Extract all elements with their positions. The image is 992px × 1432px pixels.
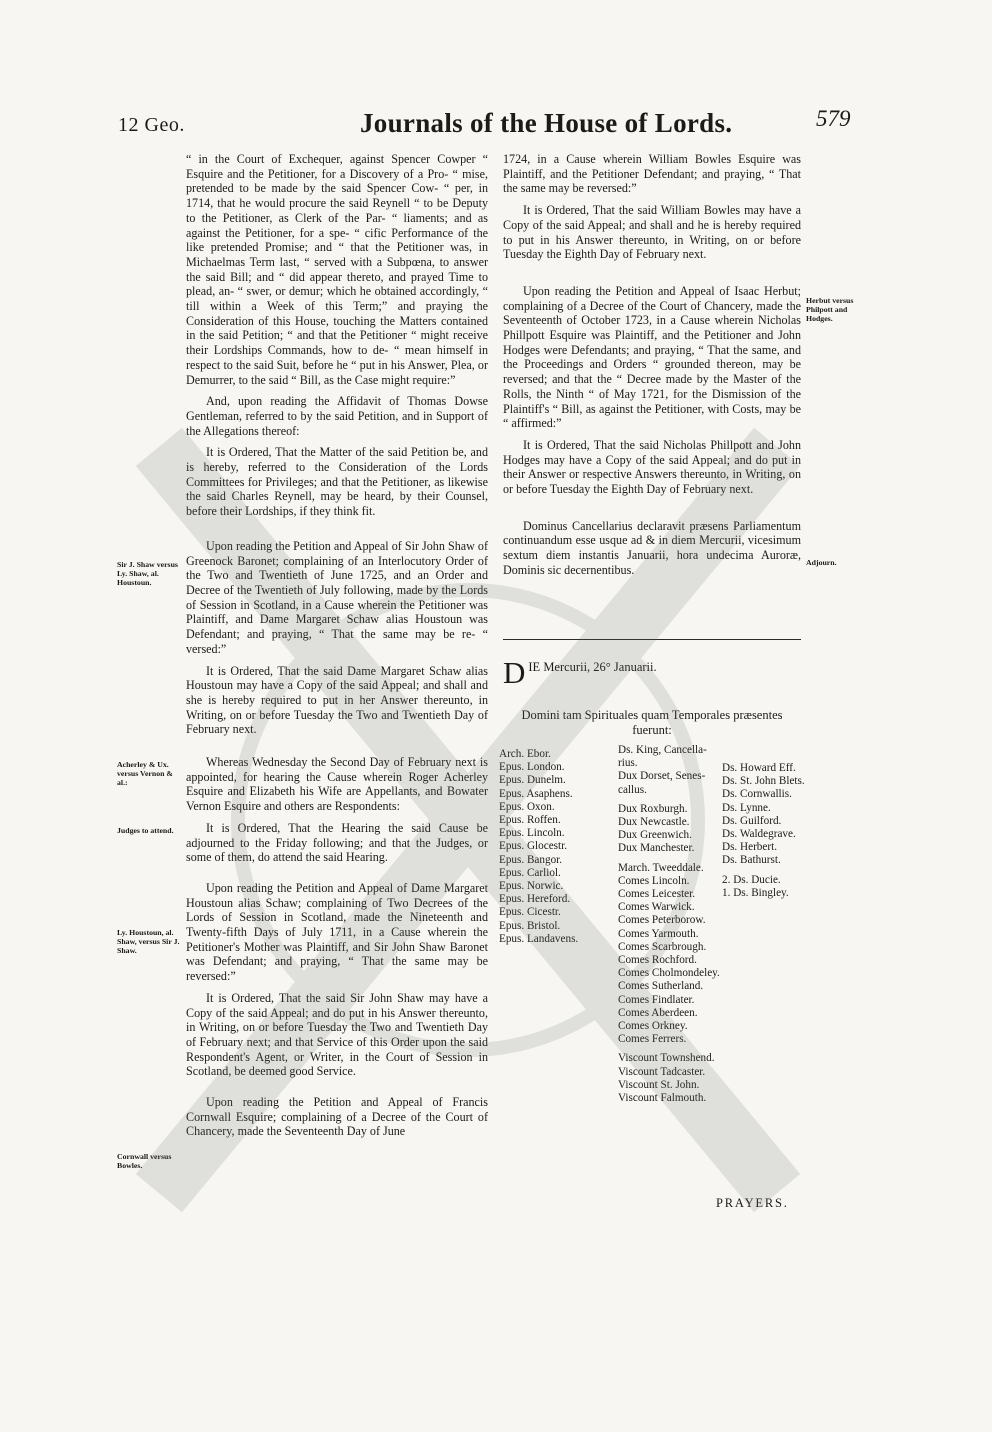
attendee-entry: Comes Warwick.	[618, 901, 695, 914]
attendance-heading: Domini tam Spirituales quam Temporales præsentes fuerunt:	[521, 708, 783, 737]
attendance-column-3-numbered	[722, 874, 789, 900]
attendee-entry: Epus. Norwic.	[499, 880, 564, 893]
attendee-entry: Comes Peterborow.	[618, 914, 706, 927]
attendee-entry: Viscount Townshend.	[618, 1052, 715, 1065]
attendee-entry: Epus. Landavens.	[499, 932, 579, 945]
attendee-entry: Ds. Herbert.	[722, 841, 777, 854]
left-paragraph-2: And, upon reading the Affidavit of Thomas Dowse Gentleman, referred to by the said Petition, and in Support of the Allegations thereof:	[186, 394, 488, 438]
attendance-column-2-officers	[618, 744, 720, 797]
left-paragraph-5: It is Ordered, That the said Dame Margaret Schaw alias Houstoun may have a Copy of the said Appeal; and shall and she is hereby required to put in her Answer thereunto, in Writing, on or before Tuesday the Two and Twentieth Day of February next.	[186, 663, 488, 737]
left-paragraph-10: Upon reading the Petition and Appeal of Francis Cornwall Esquire; complaining of a Decree of the Court of Chancery, made the Seventeenth Day of June	[186, 1095, 488, 1139]
attendee-entry: Comes Scarbrough.	[618, 940, 707, 953]
catchword: PRAYERS.	[716, 1196, 789, 1210]
margin-note-acherley: Acherley & Ux. versus Vernon & al.:	[117, 760, 173, 788]
attendee-entry: Epus. Dunelm.	[499, 774, 566, 787]
attendee-entry: Epus. Carliol.	[499, 866, 561, 879]
right-paragraph-3: Upon reading the Petition and Appeal of Isaac Herbut; complaining of a Decree of the Court of Chancery, made the Seventeenth of October 1723, in a Cause wherein Nicholas Phillpott Esquire was Plaintiff, and the Petitioner and John Hodges were Defendants; and praying, “ That the same, and the Proceedings and Orders “ grounded thereon, may be reversed; and that the “ Decree made by the Master of the Rolls, the Ninth “ of May 1721, for the Dismission of the Plaintiff's “ Bill, as against the Petitioner, with Costs, may be “ affirmed:”	[503, 283, 801, 431]
attendee-entry: Comes Findlater.	[618, 993, 695, 1006]
left-paragraph-9: It is Ordered, That the said Sir John Shaw may have a Copy of the said Appeal; and do put in his Answer thereunto, in Writing, on or before Tuesday the Two and Twentieth Day of February next; and that Service of this Order upon the said Respondent's Agent, or Writer, in the Court of Session in Scotland, be deemed good Service.	[186, 990, 488, 1079]
attendance-column-2-earls	[618, 862, 720, 1047]
right-column	[503, 152, 801, 585]
attendee-entry: Dux Newcastle.	[618, 816, 690, 829]
left-paragraph-6: Whereas Wednesday the Second Day of February next is appointed, for hearing the Cause wherein Roger Acherley Esquire and Elizabeth his Wife are Appellants, and Bowater Vernon Esquire and others are Respondents:	[186, 755, 488, 814]
attendee-entry: Dux Greenwich.	[618, 829, 692, 842]
attendance-column-1	[499, 748, 578, 946]
attendee-entry: Epus. Lincoln.	[499, 827, 565, 840]
attendee-entry: Ds. Howard Eff.	[722, 762, 796, 774]
attendee-entry: 2. Ds. Ducie.	[722, 874, 781, 886]
left-paragraph-8: Upon reading the Petition and Appeal of Dame Margaret Houstoun alias Schaw; complaining of Two Decrees of the Lords of Session in Scotland, made the Nineteenth and Twenty-fifth Days of July 1711, in a Cause wherein the Petitioner's Mother was Plaintiff, and Sir John Shaw Baronet was Defendant; and praying, “ That the same may be reversed:”	[186, 880, 488, 984]
sitting-date-text: IE Mercurii, 26° Januarii.	[528, 660, 657, 674]
attendee-entry: callus.	[618, 783, 647, 796]
attendee-entry: Ds. Cornwallis.	[722, 788, 792, 801]
margin-note-cornwall: Cornwall versus Bowles.	[117, 1152, 172, 1171]
attendee-entry: Comes Lincoln.	[618, 874, 690, 887]
attendee-entry: Comes Ferrers.	[618, 1033, 687, 1046]
attendance-column-2-dukes	[618, 803, 720, 856]
left-column	[186, 152, 488, 1146]
attendee-entry: Ds. Bathurst.	[722, 854, 781, 867]
attendee-entry: Comes Leicester.	[618, 888, 696, 901]
right-paragraph-2: It is Ordered, That the said William Bowles may have a Copy of the said Appeal; and shall and he is hereby required to put in his Answer thereunto, in Writing, on or before Tuesday the Eighth Day of February next.	[503, 203, 801, 262]
margin-note-adjourn: Adjourn.	[806, 558, 837, 567]
section-divider	[503, 639, 801, 640]
attendee-entry: Epus. Bristol.	[499, 919, 561, 932]
attendee-entry: Epus. Bangor.	[499, 853, 563, 866]
attendee-entry: Ds. Waldegrave.	[722, 828, 796, 841]
right-paragraph-1: 1724, in a Cause wherein William Bowles Esquire was Plaintiff, and the Petitioner Defendant; and praying, “ That the same may be reversed:”	[503, 152, 801, 196]
attendance-column-2	[618, 744, 720, 1105]
attendee-entry: March. Tweeddale.	[618, 861, 704, 874]
attendance-column-3	[722, 762, 805, 868]
page-number: 579	[816, 106, 851, 131]
attendee-entry: Comes Rochford.	[618, 954, 697, 967]
margin-note-houstoun: Ly. Houstoun, al. Shaw, versus Sir J. Shaw.	[117, 928, 180, 956]
header-left: 12 Geo.	[118, 114, 185, 136]
attendee-entry: Epus. Asaphens.	[499, 787, 573, 800]
drop-cap: D	[503, 655, 526, 690]
margin-note-shaw: Sir J. Shaw versus Ly. Shaw, al. Houstoun.	[117, 560, 178, 588]
attendee-entry: Epus. Hereford.	[499, 893, 571, 906]
attendee-entry: Comes Yarmouth.	[618, 927, 699, 940]
right-paragraph-4: It is Ordered, That the said Nicholas Phillpott and John Hodges may have a Copy of the said Appeal; and do put in their Answer or respective Answers thereunto, in Writing, on or before Tuesday the Eighth Day of February next.	[503, 437, 801, 497]
attendee-entry: Epus. Cicestr.	[499, 906, 561, 919]
attendee-entry: Comes Orkney.	[618, 1020, 688, 1033]
page-title: Journals of the House of Lords.	[360, 108, 733, 138]
right-paragraph-5: Dominus Cancellarius declaravit præsens Parliamentum continuandum esse usque ad & in diem Mercurii, vicesimum sextum diem instantis Januarii, hora undecima Auroræ, Dominis sic decernentibus.	[503, 518, 801, 577]
left-paragraph-7: It is Ordered, That the Hearing the said Cause be adjourned to the Friday following; and that the Judges, or some of them, do attend the said Hearing.	[186, 820, 488, 865]
left-paragraph-1: “ in the Court of Exchequer, against Spencer Cowper “ Esquire and the Petitioner, for a Discovery of a Pro- “ mise, pretended to be made by the said Spencer Cow- “ per, in 1714, that he would procure the said Reynell “ to be Deputy to the Petitioner, as Clerk of the Par- “ liaments; and as against the Petitioner, for a spe- “ cific Performance of the like pretended Promise; and “ that the Petitioner was, in Michaelmas Term last, “ served with a Subpœna, to answer the said Bill; and “ did appear thereto, and prayed Time to plead, an- “ swer, or demur; which he obtained accordingly, “ till within a Week of this Term;” and praying the Consideration of this House, touching the Matters contained in the said Petition; “ and that the Petitioner “ might receive their Lordships Commands, how to de- “ mean himself in respect to the said Suit, before he “ put in his Answer, Plea, or Demurrer, to the said “ Bill, as the Case might require:”	[186, 152, 488, 387]
attendee-entry: Viscount St. John.	[618, 1078, 700, 1091]
attendee-entry: 1. Ds. Bingley.	[722, 887, 789, 900]
margin-note-judges: Judges to attend.	[117, 826, 174, 835]
attendee-entry: Ds. Guilford.	[722, 814, 782, 827]
attendee-entry: Epus. Oxon.	[499, 800, 555, 813]
attendee-entry: Viscount Falmouth.	[618, 1092, 707, 1105]
attendee-entry: Ds. King, Cancella-	[618, 744, 707, 756]
left-paragraph-3: It is Ordered, That the Matter of the said Petition be, and is hereby, referred to the Consideration of the Lords Committees for Privileges; and that the Petitioner, as likewise the said Charles Reynell, may be heard, by their Counsel, before their Lordships, if they think fit.	[186, 445, 488, 519]
sitting-date	[503, 655, 803, 690]
attendee-entry: Comes Cholmondeley.	[618, 967, 720, 980]
attendee-entry: Dux Dorset, Senes-	[618, 770, 706, 783]
attendance-column-2-viscounts	[618, 1052, 720, 1105]
margin-note-herbut: Herbut versus Philpott and Hodges.	[806, 296, 854, 324]
attendee-entry: Ds. St. John Blets.	[722, 775, 805, 788]
attendee-entry: Epus. Glocestr.	[499, 840, 568, 853]
attendee-entry: Dux Roxburgh.	[618, 802, 688, 815]
left-paragraph-4: Upon reading the Petition and Appeal of Sir John Shaw of Greenock Baronet; complaining of an Interlocutory Order of the Two and Twentieth of June 1725, and an Order and Decree of the Twentieth of July following, made by the Lords of Session in Scotland, in a Cause wherein the Petitioner was Plaintiff, and Dame Margaret Schaw alias Houstoun was Defendant; and praying, “ That the same may be re- “ versed:”	[186, 538, 488, 656]
attendee-entry: rius.	[618, 757, 638, 770]
attendee-entry: Ds. Lynne.	[722, 801, 771, 814]
attendee-entry: Epus. Roffen.	[499, 814, 561, 827]
attendee-entry: Comes Sutherland.	[618, 980, 704, 993]
attendee-entry: Comes Aberdeen.	[618, 1006, 698, 1019]
attendee-entry: Dux Manchester.	[618, 842, 695, 855]
attendee-entry: Arch. Ebor.	[499, 748, 551, 760]
attendee-entry: Epus. London.	[499, 761, 565, 774]
attendee-entry: Viscount Tadcaster.	[618, 1065, 706, 1078]
